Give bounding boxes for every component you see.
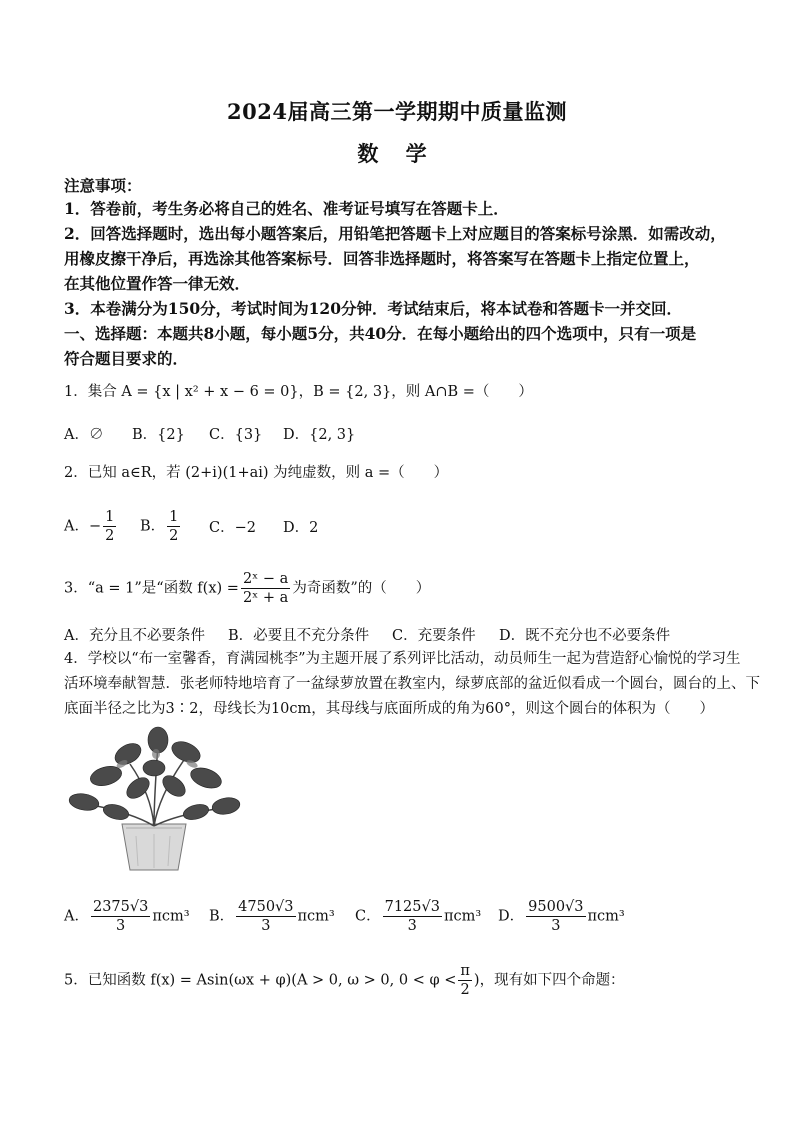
fraction-denominator: 3 bbox=[407, 918, 417, 934]
question-5-stem-post: )，现有如下四个命题： bbox=[473, 972, 625, 989]
option-b-label: B． bbox=[209, 908, 235, 925]
fraction-denominator: 3 bbox=[261, 918, 271, 934]
option-b-fraction bbox=[236, 898, 295, 935]
question-3-option-d: D．既不充分也不必要条件 bbox=[499, 628, 671, 644]
question-3-stem bbox=[64, 570, 430, 607]
fraction-numerator: 1 bbox=[169, 509, 179, 525]
fraction-numerator: 2ˣ − a bbox=[242, 571, 289, 587]
fraction-numerator: π bbox=[460, 963, 470, 979]
question-1-stem: 1．集合 A = {x | x² + x − 6 = 0}，B = {2, 3}，则 A∩B =（ ） bbox=[64, 384, 533, 400]
subject-title: 数 学 bbox=[357, 141, 437, 166]
option-d-fraction bbox=[526, 898, 585, 935]
question-4-option-a bbox=[64, 898, 190, 935]
fraction-numerator: 1 bbox=[105, 509, 115, 525]
option-d-label: D． bbox=[498, 908, 525, 925]
section-heading-line2: 符合题目要求的． bbox=[64, 349, 189, 368]
fraction-denominator: 2 bbox=[105, 528, 115, 544]
option-c-unit: πcm³ bbox=[443, 908, 482, 925]
question-3-stem-pre: 3．“a = 1”是“函数 f(x) = bbox=[64, 580, 239, 597]
question-3-fraction bbox=[241, 570, 290, 607]
option-a-unit: πcm³ bbox=[152, 908, 190, 925]
question-4-line1: 4．学校以“布一室馨香，育满园桃李”为主题开展了系列评比活动，动员师生一起为营造舒心愉悦的学习生 bbox=[64, 651, 741, 667]
fraction-denominator: 2ˣ + a bbox=[242, 590, 289, 606]
option-c-fraction bbox=[383, 898, 442, 935]
section-heading-line1: 一、选择题：本题共8小题，每小题5分，共40分．在每小题给出的四个选项中，只有一项是 bbox=[64, 324, 697, 343]
question-4-option-d bbox=[498, 898, 625, 935]
notice-item-1: 1．答卷前，考生务必将自己的姓名、准考证号填写在答题卡上． bbox=[64, 199, 509, 218]
notice-item-2c: 在其他位置作答一律无效． bbox=[64, 274, 251, 293]
fraction-denominator: 3 bbox=[116, 918, 126, 934]
question-2-stem: 2．已知 a∈R，若 (2+i)(1+ai) 为纯虚数，则 a =（ ） bbox=[64, 465, 449, 481]
option-a-prefix: A．− bbox=[64, 518, 102, 535]
notice-item-2a: 2．回答选择题时，选出每小题答案后，用铅笔把答题卡上对应题目的答案标号涂黑．如需改动， bbox=[64, 224, 726, 243]
option-d-unit: πcm³ bbox=[587, 908, 625, 925]
fraction-denominator: 2 bbox=[460, 982, 470, 998]
notice-item-3: 3．本卷满分为150分，考试时间为120分钟．考试结束后，将本试卷和答题卡一并交回． bbox=[64, 299, 682, 318]
question-5-stem bbox=[64, 962, 625, 999]
question-2-option-b bbox=[140, 508, 182, 545]
fraction-numerator: 9500√3 bbox=[528, 899, 584, 915]
option-a-fraction bbox=[91, 898, 150, 935]
option-b-prefix: B． bbox=[140, 518, 166, 535]
question-4-option-b bbox=[209, 898, 335, 935]
question-3-option-c: C．充要条件 bbox=[392, 628, 476, 644]
option-c-label: C． bbox=[355, 908, 381, 925]
question-4-line3: 底面半径之比为3∶2，母线长为10cm，其母线与底面所成的角为60°，则这个圆台的体积为（ ） bbox=[64, 701, 714, 717]
fraction-denominator: 3 bbox=[551, 918, 561, 934]
fraction-numerator: 7125√3 bbox=[384, 899, 440, 915]
fraction-numerator: 2375√3 bbox=[92, 899, 149, 915]
question-5-fraction bbox=[458, 962, 472, 999]
question-2-option-c: C．−2 bbox=[209, 520, 256, 536]
question-1-option-b: B．{2} bbox=[132, 427, 185, 443]
option-b-fraction bbox=[167, 508, 180, 545]
fraction-denominator: 2 bbox=[169, 528, 179, 544]
question-2-option-d: D．2 bbox=[283, 520, 319, 536]
question-1-option-a: A．∅ bbox=[64, 427, 104, 443]
question-2-option-a bbox=[64, 508, 118, 545]
fraction-numerator: 4750√3 bbox=[238, 899, 294, 915]
notice-heading: 注意事项： bbox=[64, 176, 142, 195]
option-b-unit: πcm³ bbox=[297, 908, 335, 925]
question-3-stem-post: 为奇函数”的（ ） bbox=[292, 580, 431, 597]
question-3-option-a: A．充分且不必要条件 bbox=[64, 628, 205, 644]
exam-title: 2024届高三第一学期期中质量监测 bbox=[227, 99, 567, 124]
question-4-option-c bbox=[355, 898, 481, 935]
potted-plant-image bbox=[66, 724, 242, 872]
option-a-label: A． bbox=[64, 908, 89, 925]
question-1-option-d: D．{2, 3} bbox=[283, 427, 356, 443]
question-1-option-c: C．{3} bbox=[209, 427, 263, 443]
question-3-option-b: B．必要且不充分条件 bbox=[228, 628, 370, 644]
option-a-fraction bbox=[103, 508, 116, 545]
question-5-stem-pre: 5．已知函数 f(x) = Asin(ωx + φ)(A > 0, ω > 0, 0 < φ < bbox=[64, 972, 457, 989]
question-4-line2: 活环境奉献智慧．张老师特地培育了一盆绿萝放置在教室内，绿萝底部的盆近似看成一个圆台，圆台的上、下 bbox=[64, 676, 760, 692]
notice-item-2b: 用橡皮擦干净后，再选涂其他答案标号．回答非选择题时，将答案写在答题卡上指定位置上， bbox=[64, 249, 700, 268]
